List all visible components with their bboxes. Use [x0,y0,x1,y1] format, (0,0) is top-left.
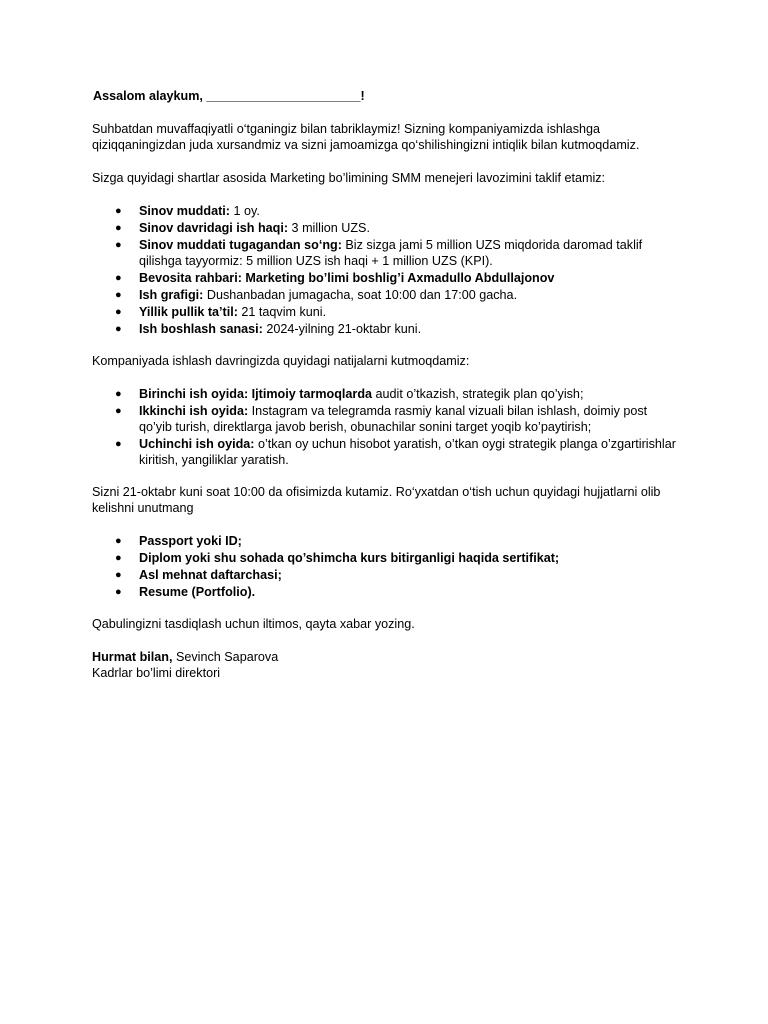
document-item: Asl mehnat daftarchasi; [139,568,282,582]
bullet-icon: ● [115,586,122,598]
term-label: Ish boshlash sanasi: [139,322,263,336]
confirm-paragraph: Qabulingizni tasdiqlash uchun iltimos, qayta xabar yozing. [92,617,415,631]
result-label: Birinchi ish oyida: Ijtimoiy tarmoqlarda [139,387,373,401]
term-label: Sinov muddati tugagandan so‘ng: [139,238,342,252]
term-label: Ish grafigi: [139,288,204,302]
term-text: Biz sizga jami 5 million UZS miqdorida daromad taklif qilishga tayyormiz: 5 million UZS ish haqi + 1 million UZS (KPI). [139,238,643,268]
term-label: Sinov davridagi ish haqi: [139,221,289,235]
list-item [92,550,682,566]
document-item: Resume (Portfolio). [139,585,256,599]
term-text: 1 oy. [229,204,260,218]
signature-position: Kadrlar bo’limi direktori [92,666,221,680]
result-text: audit o’tkazish, strategik plan qo’yish; [372,387,584,401]
list-item [92,287,682,303]
result-label: Ikkinchi ish oyida: [139,404,249,418]
list-item [92,533,682,549]
bullet-icon: ● [115,289,122,301]
list-item [92,220,682,236]
list-item [92,403,682,435]
bullet-icon: ● [115,405,122,417]
signature-closing: Hurmat bilan, [92,650,173,664]
bullet-icon: ● [115,438,122,450]
bullet-icon: ● [115,205,122,217]
term-text: 21 taqvim kuni. [237,305,327,319]
bullet-icon: ● [115,222,122,234]
bullet-icon: ● [115,239,122,251]
term-text: 2024-yilning 21-oktabr kuni. [262,322,422,336]
list-item [92,270,682,286]
term-label: Bevosita rahbari: Marketing bo’limi boshlig’i Axmadullo Abdullajonov [139,271,555,285]
greeting-line: Assalom alaykum, ______________________! [93,89,365,103]
result-text: Instagram va telegramda rasmiy kanal vizuali bilan ishlash, doimiy post qo’yib turish, direktlarga javob berish, obunachilar sonini target yoqib ko’paytirish; [139,404,648,434]
bullet-icon: ● [115,569,122,581]
list-item [92,321,682,337]
bullet-icon: ● [115,552,122,564]
list-item [92,203,682,219]
list-item [92,304,682,320]
results-intro-paragraph: Kompaniyada ishlash davringizda quyidagi natijalarni kutmoqdamiz: [92,354,470,368]
terms-list [92,203,682,337]
term-text: Dushanbadan jumagacha, soat 10:00 dan 17:00 gacha. [203,288,518,302]
bullet-icon: ● [115,323,122,335]
list-item [92,237,682,269]
list-item [92,386,682,402]
bullet-icon: ● [115,272,122,284]
bullet-icon: ● [115,306,122,318]
documents-list [92,533,682,600]
bullet-icon: ● [115,535,122,547]
list-item [92,436,682,468]
bullet-icon: ● [115,388,122,400]
term-text: 3 million UZS. [288,221,370,235]
list-item [92,584,682,600]
term-label: Sinov muddati: [139,204,230,218]
visit-paragraph: Sizni 21-oktabr kuni soat 10:00 da ofisimizda kutamiz. Ro‘yxatdan o‘tish uchun quyidagi hujjatlarni olib kelishni unutmang [92,485,661,515]
term-label: Yillik pullik ta’til: [139,305,238,319]
result-label: Uchinchi ish oyida: [139,437,255,451]
document-item: Passport yoki ID; [139,534,242,548]
results-list [92,386,682,468]
signature-name: Sevinch Saparova [172,650,279,664]
list-item [92,567,682,583]
document-item: Diplom yoki shu sohada qo’shimcha kurs bitirganligi haqida sertifikat; [139,551,560,565]
letter-document [92,88,682,681]
offer-intro-paragraph: Sizga quyidagi shartlar asosida Marketing bo’limining SMM menejeri lavozimini taklif etamiz: [92,171,606,185]
result-text: o’tkan oy uchun hisobot yaratish, o’tkan oygi strategik planga o’zgartirishlar kiritish, yangiliklar yaratish. [139,437,676,467]
intro-paragraph: Suhbatdan muvaffaqiyatli o‘tganingiz bilan tabriklaymiz! Sizning kompaniyamizda ishlashga qiziqqaningizdan juda xursandmiz va sizni jamoamizga qo‘shilishingizni intiqlik bilan kutmoqdamiz. [92,122,640,152]
signature-line [92,649,682,665]
